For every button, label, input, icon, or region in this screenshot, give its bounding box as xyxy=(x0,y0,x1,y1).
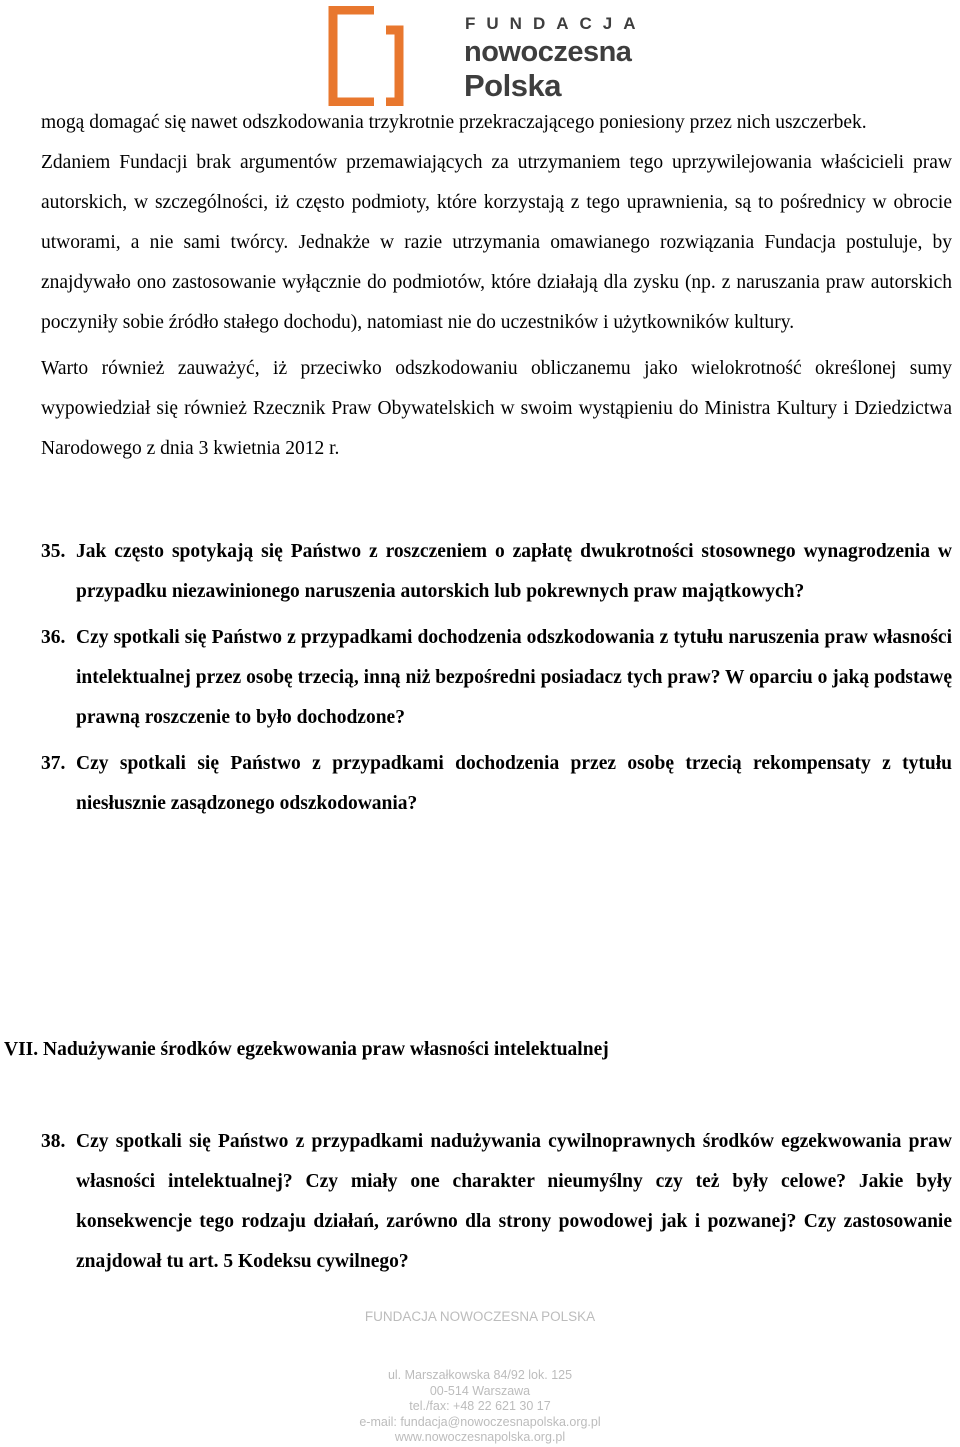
question-38 xyxy=(41,1122,952,1282)
logo-bracket-icon xyxy=(328,6,428,106)
paragraph-1: mogą domagać się nawet odszkodowania trzykrotnie przekraczającego poniesiony przez nich uszczerbek. xyxy=(41,112,867,133)
footer-city: 00-514 Warszawa xyxy=(429,1383,531,1398)
paragraph-2: Zdaniem Fundacji brak argumentów przemawiających za utrzymaniem tego uprzywilejowania właścicieli praw autorskich, w szczególności, iż często podmioty, które korzystają z tego uprawnienia, są to pośrednicy w obrocie utworami, a nie sami twórcy. Jednakże w razie utrzymania omawianego rozwiązania Fundacja postuluje, by znajdywało ono zastosowanie wyłącznie do podmiotów, które działają dla zysku (np. z naruszania praw autorskich poczyniły sobie źródło stałego dochodu), natomiast nie do uczestników i użytkowników kultury. xyxy=(41,152,952,333)
footer-website[interactable]: www.nowoczesnapolska.org.pl xyxy=(394,1430,566,1444)
question-number: 37. xyxy=(41,753,66,774)
document-body-lower xyxy=(41,1122,952,1282)
question-number: 35. xyxy=(41,541,66,562)
foundation-logo xyxy=(328,6,647,106)
paragraph-3: Warto również zauważyć, iż przeciwko odszkodowaniu obliczanemu jako wielokrotność określonej sumy wypowiedział się również Rzecznik Praw Obywatelskich w swoim wystąpieniu do Ministra Kultury i Dziedzictwa Narodowego z dnia 3 kwietnia 2012 r. xyxy=(41,358,952,459)
question-text: Czy spotkali się Państwo z przypadkami dochodzenia przez osobę trzecią rekompensaty z tytułu niesłusznie zasądzonego odszkodowania? xyxy=(76,753,952,814)
footer-email[interactable]: e-mail: fundacja@nowoczesnapolska.org.pl xyxy=(359,1414,601,1429)
footer-phone: tel./fax: +48 22 621 30 17 xyxy=(409,1399,551,1413)
footer-organization: FUNDACJA NOWOCZESNA POLSKA xyxy=(364,1309,596,1324)
question-number: 38. xyxy=(41,1131,66,1152)
question-35 xyxy=(41,532,952,612)
question-36 xyxy=(41,618,952,738)
question-text: Czy spotkali się Państwo z przypadkami dochodzenia odszkodowania z tytułu naruszenia praw własności intelektualnej przez osobę trzecią, inną niż bezpośredni posiadacz tych praw? W oparciu o jaką podstawę prawną roszczenie to było dochodzone? xyxy=(76,627,952,728)
document-body xyxy=(41,103,952,824)
question-text: Czy spotkali się Państwo z przypadkami nadużywania cywilnoprawnych środków egzekwowania praw własności intelektualnej? Czy miały one charakter nieumyślny czy też były celowe? Jakie były konsekwencje tego rodzaju działań, zarówno dla strony powodowej jak i pozwanej? Czy zastosowanie znajdował tu art. 5 Kodeksu cywilnego? xyxy=(76,1131,952,1272)
section-heading: VII. Nadużywanie środków egzekwowania praw własności intelektualnej xyxy=(4,1039,609,1060)
question-37 xyxy=(41,744,952,824)
logo-line-fundacja: FUNDACJA xyxy=(465,14,647,33)
logo-line-nowoczesna: nowoczesna xyxy=(464,36,632,68)
logo-line-polska: Polska xyxy=(464,68,561,103)
footer-address: ul. Marszałkowska 84/92 lok. 125 xyxy=(387,1368,573,1382)
question-text: Jak często spotykają się Państwo z roszczeniem o zapłatę dwukrotności stosownego wynagrodzenia w przypadku niezawinionego naruszenia autorskich lub pokrewnych praw majątkowych? xyxy=(76,541,952,602)
question-number: 36. xyxy=(41,627,66,648)
footer-contact xyxy=(0,1368,960,1446)
